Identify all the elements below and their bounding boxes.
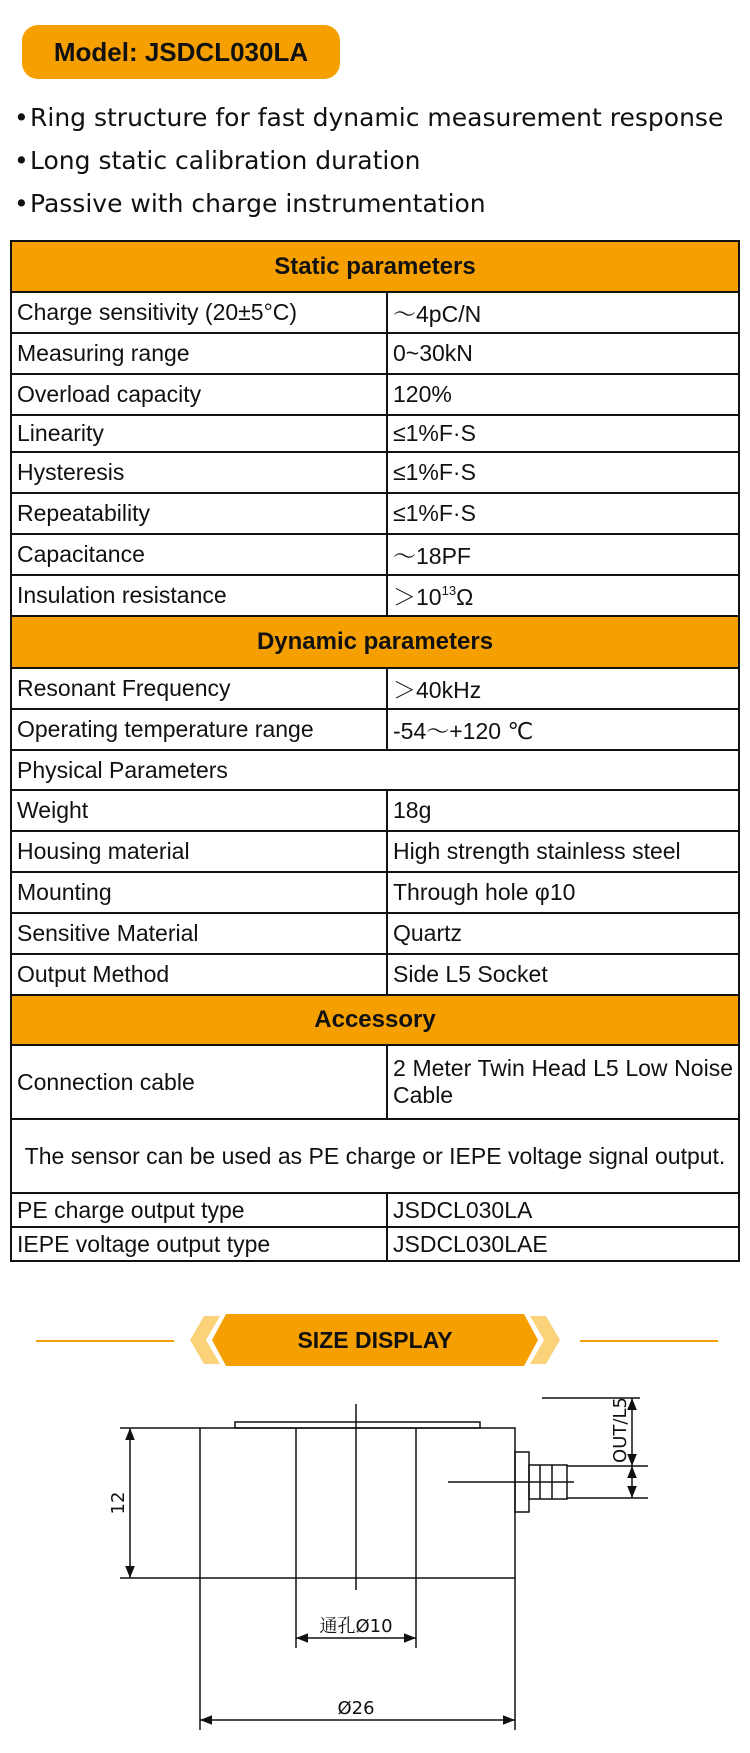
row-value: 2 Meter Twin Head L5 Low Noise Cable [387,1045,739,1119]
row-value: ～18PF [387,534,739,575]
output-label-text: OUT/L5 [610,1397,631,1463]
row-value: ＞40kHz [387,668,739,709]
table-row [11,831,739,872]
section-title: Static parameters [11,241,739,292]
row-value: Through hole φ10 [387,872,739,913]
row-value: Quartz [387,913,739,954]
table-row [11,954,739,995]
table-row [11,872,739,913]
sensor-body [200,1428,515,1578]
section-title: Accessory [11,995,739,1045]
row-label: Measuring range [11,333,387,374]
dimension-drawing [0,1380,750,1753]
row-label: Output Method [11,954,387,995]
row-value: 120% [387,374,739,415]
row-label: Repeatability [11,493,387,534]
row-value: ≤1%F·S [387,493,739,534]
row-label: Hysteresis [11,452,387,493]
table-row [11,415,739,452]
model-badge [22,25,340,79]
row-value: Side L5 Socket [387,954,739,995]
row-value: JSDCL030LAE [387,1227,739,1261]
feature-list [14,96,744,225]
table-row [11,292,739,333]
table-row [11,575,739,616]
row-label: Linearity [11,415,387,452]
table-row [11,1227,739,1261]
row-value: JSDCL030LA [387,1193,739,1227]
table-row [11,1045,739,1119]
table-row [11,1193,739,1227]
bullet-icon: • [14,146,29,175]
row-value: ～4pC/N [387,292,739,333]
table-row [11,374,739,415]
row-label: Housing material [11,831,387,872]
row-value: -54～+120 ℃ [387,709,739,750]
section-header-dynamic [11,616,739,668]
table-row [11,452,739,493]
section-header-static [11,241,739,292]
row-label: PE charge output type [11,1193,387,1227]
row-value: 18g [387,790,739,831]
row-label: Weight [11,790,387,831]
table-row [11,709,739,750]
table-note: The sensor can be used as PE charge or IEPE voltage signal output. [11,1119,739,1193]
row-value: 0~30kN [387,333,739,374]
section-header-accessory [11,995,739,1045]
model-label: Model: JSDCL030LA [53,36,309,67]
row-label: Sensitive Material [11,913,387,954]
row-label: Charge sensitivity (20±5°C) [11,292,387,333]
table-row [11,668,739,709]
row-label: IEPE voltage output type [11,1227,387,1261]
sensor-top-flange [235,1422,480,1428]
table-note-row [11,1119,739,1193]
table-row [11,493,739,534]
row-label: Insulation resistance [11,575,387,616]
feature-item: •Ring structure for fast dynamic measurement response [14,96,744,139]
row-label: Connection cable [11,1045,387,1119]
size-display-title: SIZE DISPLAY [297,1326,453,1353]
section-title: Dynamic parameters [11,616,739,668]
table-row [11,333,739,374]
row-value: $>10^{13}\Omega$ [387,575,739,616]
section-title: Physical Parameters [11,750,739,790]
dim-diameter-text: Ø26 [337,1698,375,1719]
divider-right [580,1340,718,1342]
row-label: Mounting [11,872,387,913]
table-row [11,913,739,954]
divider-left [36,1340,174,1342]
row-label: Capacitance [11,534,387,575]
spec-table [10,240,740,1262]
feature-item: •Long static calibration duration [14,139,744,182]
row-value: ≤1%F·S [387,415,739,452]
dim-hole-text: 通孔Ø10 [319,1616,393,1637]
feature-item: •Passive with charge instrumentation [14,182,744,225]
section-header-physical [11,750,739,790]
dim-height-text: 12 [108,1491,129,1515]
table-row [11,534,739,575]
row-value: ≤1%F·S [387,452,739,493]
row-label: Resonant Frequency [11,668,387,709]
row-label: Operating temperature range [11,709,387,750]
bullet-icon: • [14,189,29,218]
row-value: High strength stainless steel [387,831,739,872]
size-display-banner [190,1314,560,1366]
table-row [11,790,739,831]
row-label: Overload capacity [11,374,387,415]
bullet-icon: • [14,103,29,132]
